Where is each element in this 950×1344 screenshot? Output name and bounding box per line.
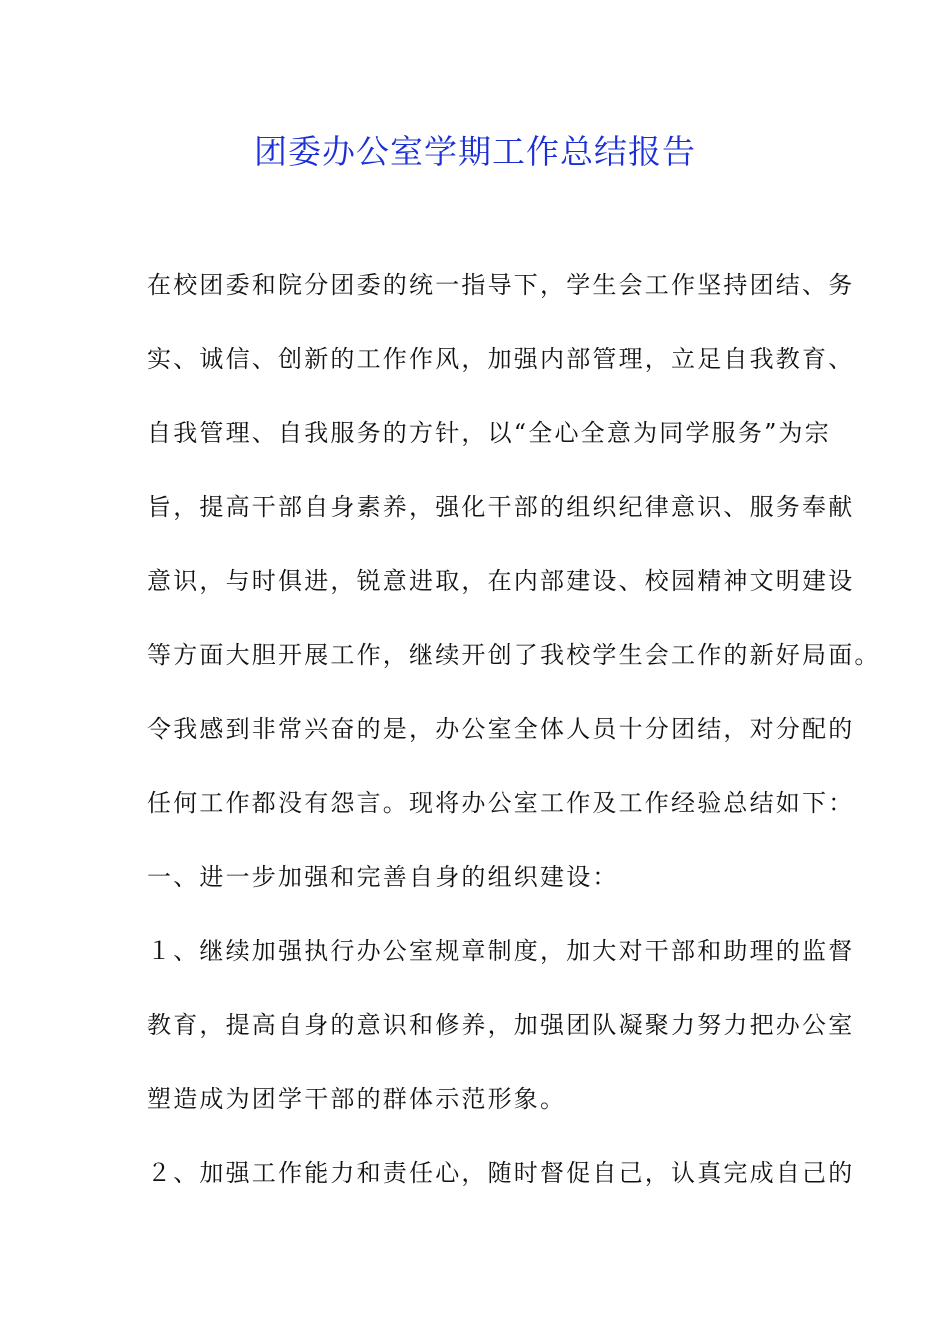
section-heading: 一、进一步加强和完善自身的组织建设： [147, 863, 619, 891]
document-title: 团委办公室学期工作总结报告 [254, 132, 696, 171]
body-line: 自我管理、自我服务的方针，以“全心全意为同学服务”为宗 [147, 419, 831, 447]
body-line: ２、加强工作能力和责任心，随时督促自己，认真完成自己的 [147, 1159, 855, 1187]
body-line: 任何工作都没有怨言。现将办公室工作及工作经验总结如下： [147, 789, 855, 817]
body-line: 在校团委和院分团委的统一指导下，学生会工作坚持团结、务 [147, 271, 855, 299]
body-line: 实、诚信、创新的工作作风，加强内部管理，立足自我教育、 [147, 345, 855, 373]
document-body [147, 262, 881, 1224]
body-line: 令我感到非常兴奋的是，办公室全体人员十分团结，对分配的 [147, 715, 855, 743]
body-line: 教育，提高自身的意识和修养，加强团队凝聚力努力把办公室 [147, 1011, 855, 1039]
body-line: 等方面大胆开展工作，继续开创了我校学生会工作的新好局面。 [147, 641, 881, 669]
body-line: 塑造成为团学干部的群体示范形象。 [147, 1085, 567, 1113]
body-line: 意识，与时俱进，锐意进取，在内部建设、校园精神文明建设 [147, 567, 855, 595]
body-line: １、继续加强执行办公室规章制度，加大对干部和助理的监督 [147, 937, 855, 965]
body-line: 旨，提高干部自身素养，强化干部的组织纪律意识、服务奉献 [147, 493, 855, 521]
